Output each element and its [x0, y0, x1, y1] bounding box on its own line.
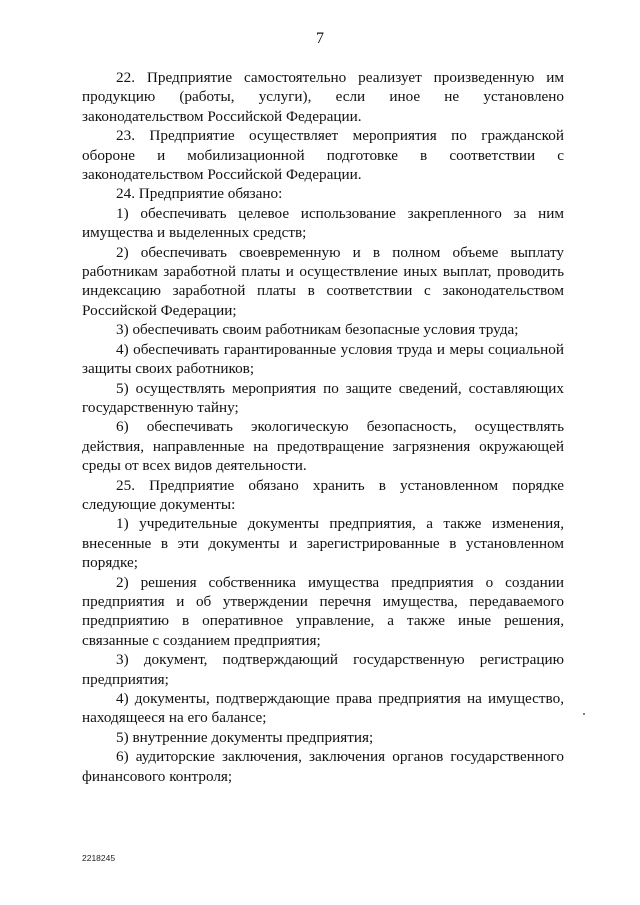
- paragraph-25-item-1: 1) учредительные документы предприятия, а также изменения, внесенные в эти документы и зарегистрированные в установленном порядке;: [82, 515, 564, 572]
- paragraph-24-item-3: 3) обеспечивать своим работникам безопасные условия труда;: [116, 321, 519, 339]
- paragraph-25-item-5: 5) внутренние документы предприятия;: [116, 728, 374, 746]
- paragraph-25-item-6: 6) аудиторские заключения, заключения органов государственного финансового контроля;: [82, 748, 564, 785]
- document-body: [82, 68, 564, 786]
- paragraph-24-item-2: 2) обеспечивать своевременную и в полном объеме выплату работникам заработной платы и осуществление иных выплат, проводить индексацию заработной платы в соответствии с законодательством Российской Федерации;: [82, 243, 564, 319]
- paragraph-24-item-6: 6) обеспечивать экологическую безопасность, осуществлять действия, направленные на предотвращение загрязнения окружающей среды от всех видов деятельности.: [82, 418, 564, 475]
- paragraph-24-item-5: 5) осуществлять мероприятия по защите сведений, составляющих государственную тайну;: [82, 379, 564, 416]
- paragraph-25-item-3: 3) документ, подтверждающий государственную регистрацию предприятия;: [82, 651, 564, 688]
- page-number: 7: [316, 30, 324, 47]
- paragraph-24-item-1: 1) обеспечивать целевое использование закрепленного за ним имущества и выделенных средств;: [82, 204, 564, 242]
- document-code: 2218245: [82, 853, 116, 863]
- paragraph-25-heading: 25. Предприятие обязано хранить в установленном порядке следующие документы:: [82, 476, 564, 513]
- paragraph-25-item-4: 4) документы, подтверждающие права предприятия на имущество, находящееся на его балансе;: [82, 690, 564, 727]
- scan-speck: [583, 713, 585, 715]
- paragraph-25-item-2: 2) решения собственника имущества предприятия о создании предприятия и об утверждении перечня имущества, передаваемого предприятию в оперативное управление, а также иные решения, связанные с созданием предприятия;: [82, 573, 564, 649]
- paragraph-22: 22. Предприятие самостоятельно реализует произведенную им продукцию (работы, услуги), если иное не установлено законодательством Российской Федерации.: [82, 69, 564, 125]
- paragraph-24-heading: 24. Предприятие обязано:: [116, 185, 283, 203]
- paragraph-23: 23. Предприятие осуществляет мероприятия по гражданской обороне и мобилизационной подготовке в соответствии с законодательством Российской Федерации.: [82, 127, 564, 184]
- paragraph-24-item-4: 4) обеспечивать гарантированные условия труда и меры социальной защиты своих работников;: [82, 340, 564, 378]
